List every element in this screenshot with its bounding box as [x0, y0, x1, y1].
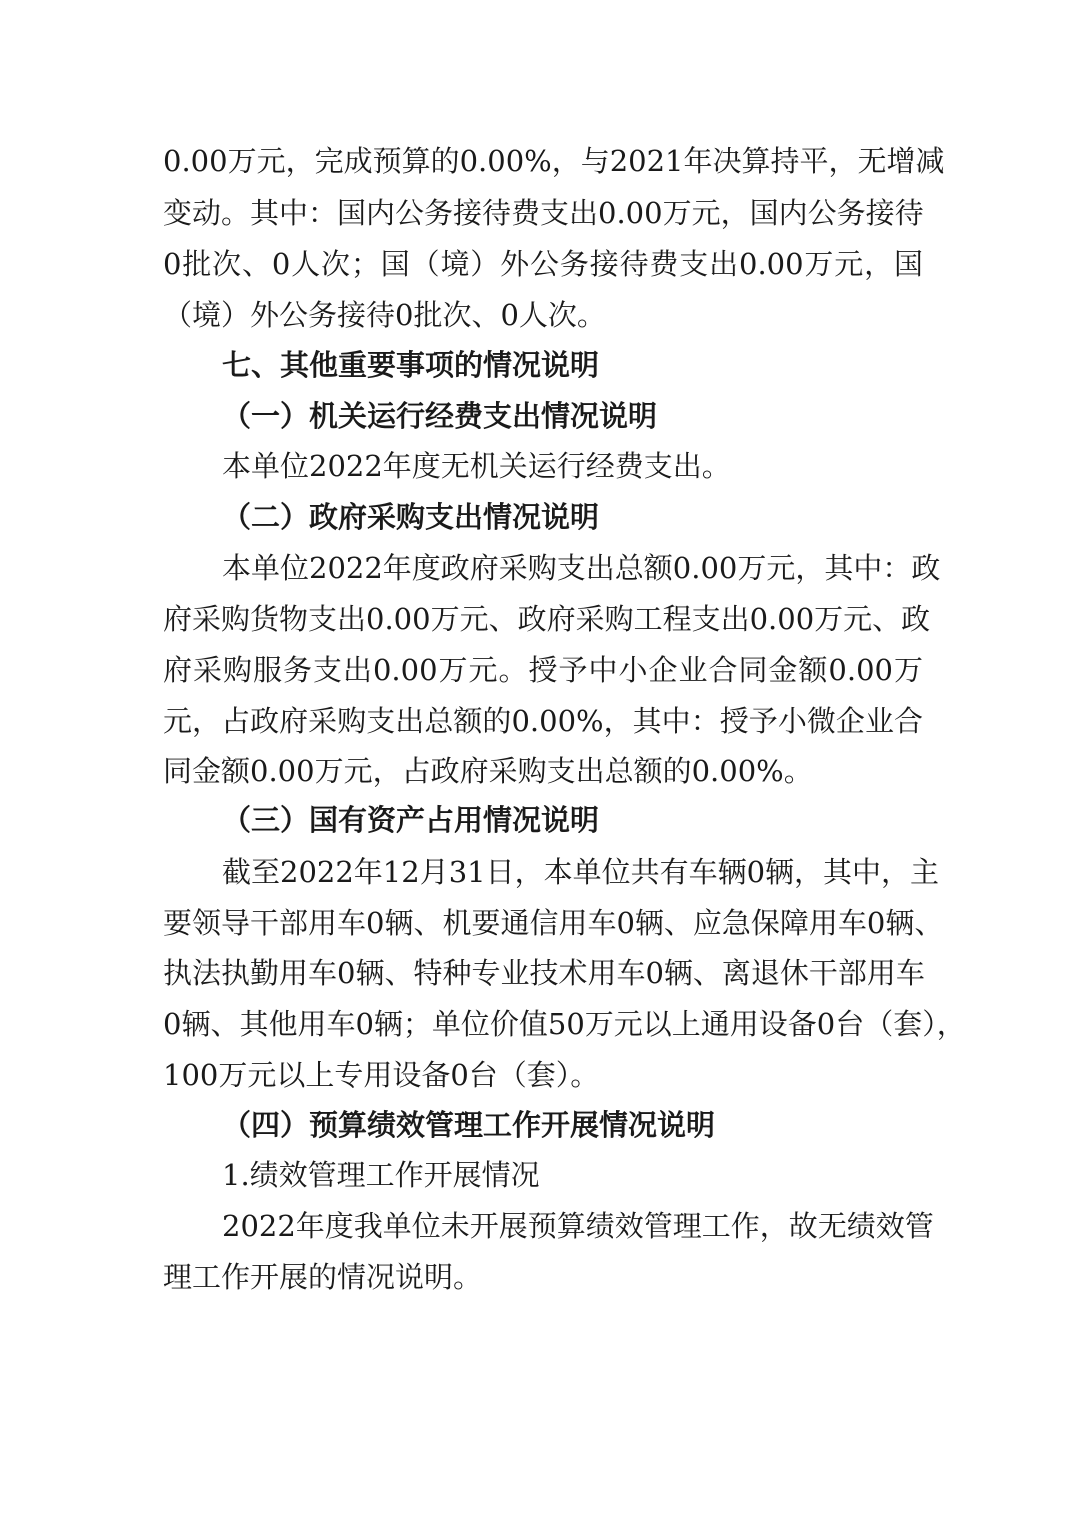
- paragraph-line: 元，占政府采购支出总额的0.00%，其中：授予小微企业合: [163, 704, 923, 738]
- paragraph-line: 府采购货物支出0.00万元、政府采购工程支出0.00万元、政: [163, 602, 931, 636]
- paragraph-line: 0批次、0人次；国（境）外公务接待费支出0.00万元，国: [163, 247, 923, 281]
- subsection-heading: （一）机关运行经费支出情况说明: [222, 399, 658, 433]
- paragraph-line: 理工作开展的情况说明。: [163, 1260, 483, 1294]
- paragraph-line: 本单位2022年度无机关运行经费支出。: [222, 449, 731, 483]
- paragraph-line: 变动。其中：国内公务接待费支出0.00万元，国内公务接待: [163, 196, 924, 230]
- subsection-heading: （三）国有资产占用情况说明: [222, 803, 600, 837]
- paragraph-line: 截至2022年12月31日，本单位共有车辆0辆，其中，主: [222, 855, 940, 889]
- paragraph-line: 1.绩效管理工作开展情况: [222, 1158, 540, 1192]
- subsection-heading: （四）预算绩效管理工作开展情况说明: [222, 1108, 716, 1142]
- paragraph-line: 同金额0.00万元，占政府采购支出总额的0.00%。: [163, 754, 813, 788]
- paragraph-line: 要领导干部用车0辆、机要通信用车0辆、应急保障用车0辆、: [163, 906, 944, 940]
- subsection-heading: （二）政府采购支出情况说明: [222, 500, 600, 534]
- paragraph-line: 本单位2022年度政府采购支出总额0.00万元，其中：政: [222, 551, 941, 585]
- paragraph-line: （境）外公务接待0批次、0人次。: [163, 298, 606, 332]
- paragraph-line: 0辆、其他用车0辆；单位价值50万元以上通用设备0台（套），: [163, 1007, 966, 1041]
- paragraph-line: 0.00万元，完成预算的0.00%，与2021年决算持平，无增减: [163, 144, 945, 178]
- paragraph-line: 100万元以上专用设备0台（套）。: [163, 1058, 600, 1092]
- section-heading: 七、其他重要事项的情况说明: [222, 348, 600, 382]
- paragraph-line: 府采购服务支出0.00万元。授予中小企业合同金额0.00万: [163, 653, 923, 687]
- paragraph-line: 2022年度我单位未开展预算绩效管理工作，故无绩效管: [222, 1209, 934, 1243]
- paragraph-line: 执法执勤用车0辆、特种专业技术用车0辆、离退休干部用车: [163, 956, 925, 990]
